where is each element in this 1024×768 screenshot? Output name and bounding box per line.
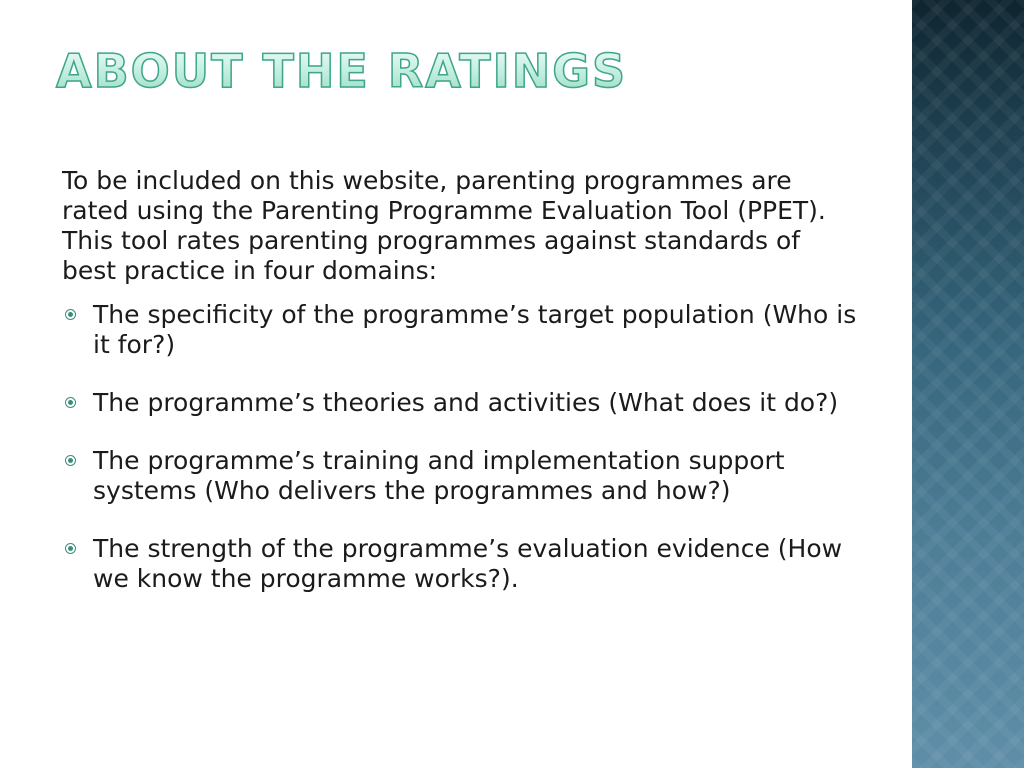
- target-bullet-icon: [65, 543, 76, 554]
- list-item-text: The programme’s theories and activities (What does it do?): [93, 388, 839, 417]
- list-item: [62, 300, 862, 360]
- domain-list: [62, 300, 862, 594]
- slide-title: ABOUT THE RATINGS: [56, 44, 628, 98]
- list-item: [62, 446, 862, 506]
- list-item: [62, 388, 862, 418]
- slide-body: [62, 166, 862, 622]
- intro-paragraph: To be included on this website, parenting programmes are rated using the Parenting Programme Evaluation Tool (PPET). This tool rates parenting programmes against standards of best practice in four domains:: [62, 166, 826, 285]
- decorative-side-panel: [912, 0, 1024, 768]
- list-item-text: The specificity of the programme’s target population (Who is it for?): [93, 300, 857, 359]
- list-item: [62, 534, 862, 594]
- target-bullet-icon: [65, 455, 76, 466]
- target-bullet-icon: [65, 309, 76, 320]
- target-bullet-icon: [65, 397, 76, 408]
- list-item-text: The strength of the programme’s evaluation evidence (How we know the programme works?).: [93, 534, 843, 593]
- list-item-text: The programme’s training and implementation support systems (Who delivers the programmes and how?): [93, 446, 785, 505]
